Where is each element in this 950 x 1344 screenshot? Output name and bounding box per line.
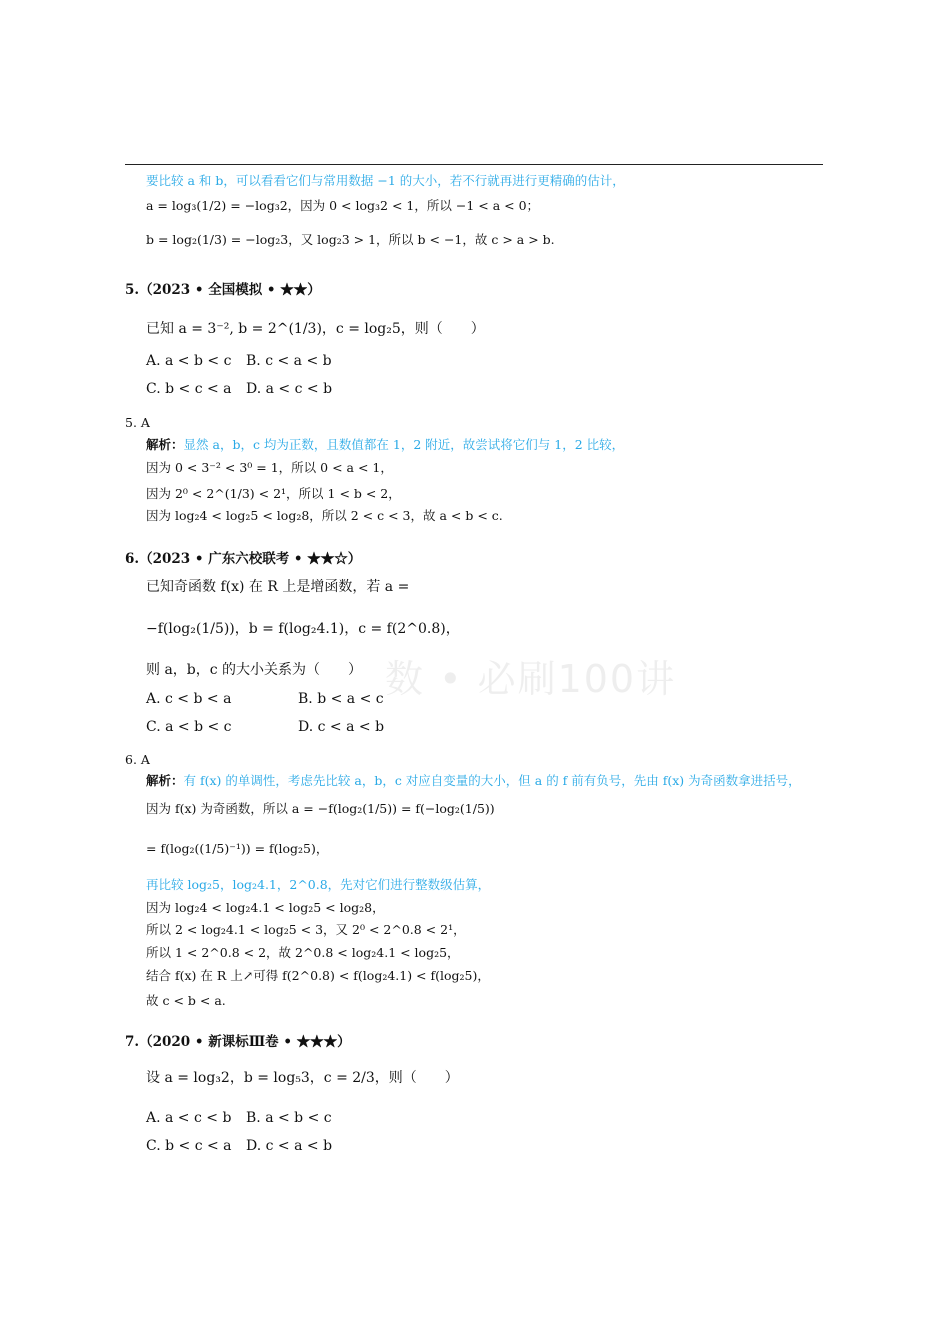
q6-step-3: 因为 log₂4 < log₂4.1 < log₂5 < log₂8， <box>146 900 385 915</box>
prev-solution-line-b: b = log₂(1/3) = −log₂3，又 log₂3 > 1，所以 b < −1，故 c > a > b. <box>146 232 555 247</box>
q7-option-c: C. b < c < a <box>146 1138 232 1154</box>
q6-step-1: 因为 f(x) 为奇函数，所以 a = −f(log₂(1/5)) = f(−log₂(1/5)) <box>146 801 495 816</box>
q6-stem-3: 则 a，b，c 的大小关系为（ ） <box>146 662 363 678</box>
q6-hint-2: 再比较 log₂5，log₂4.1，2^0.8，先对它们进行整数级估算， <box>146 877 491 892</box>
q5-step-1: 因为 0 < 3⁻² < 3⁰ = 1，所以 0 < a < 1， <box>146 460 393 475</box>
q6-stem-1: 已知奇函数 f(x) 在 R 上是增函数，若 a = <box>146 579 410 595</box>
q6-answer: 6. A <box>125 752 150 767</box>
q5-option-a: A. a < b < c <box>146 353 232 369</box>
q6-step-2: = f(log₂((1/5)⁻¹)) = f(log₂5)， <box>146 841 329 856</box>
q6-step-6: 结合 f(x) 在 R 上↗可得 f(2^0.8) < f(log₂4.1) < f(log₂5)， <box>146 968 490 983</box>
q6-header: 6.（2023 • 广东六校联考 • ★★☆） <box>125 551 362 567</box>
q7-header: 7.（2020 • 新课标Ⅲ卷 • ★★★） <box>125 1034 351 1050</box>
q6-analysis <box>146 772 801 790</box>
q5-option-c: C. b < c < a <box>146 381 232 397</box>
q5-step-3: 因为 log₂4 < log₂5 < log₂8，所以 2 < c < 3，故 a < b < c. <box>146 508 503 523</box>
q7-option-a: A. a < c < b <box>146 1110 232 1126</box>
header-rule <box>125 164 823 165</box>
q7-stem: 设 a = log₃2，b = log₅3，c = 2/3，则（ ） <box>146 1070 459 1086</box>
watermark-text: 数 • 必刷100讲 <box>385 657 677 701</box>
q5-header: 5.（2023 • 全国模拟 • ★★） <box>125 282 321 298</box>
q6-analysis-label: 解析： <box>146 773 184 788</box>
q5-analysis-label: 解析： <box>146 437 184 452</box>
q6-stem-2: −f(log₂(1/5))，b = f(log₂4.1)，c = f(2^0.8)， <box>146 621 460 637</box>
q6-analysis-hint: 有 f(x) 的单调性，考虑先比较 a，b，c 对应自变量的大小，但 a 的 f 前有负号，先由 f(x) 为奇函数拿进括号， <box>183 773 801 788</box>
q6-step-5: 所以 1 < 2^0.8 < 2，故 2^0.8 < log₂4.1 < log₂5， <box>146 945 460 960</box>
q5-analysis-hint: 显然 a，b，c 均为正数，且数值都在 1，2 附近，故尝试将它们与 1，2 比较， <box>183 437 625 452</box>
q6-option-c: C. a < b < c <box>146 719 232 735</box>
q5-step-2: 因为 2⁰ < 2^(1/3) < 2¹，所以 1 < b < 2， <box>146 486 401 501</box>
q5-option-d: D. a < c < b <box>246 381 333 397</box>
prev-solution-line-a: a = log₃(1/2) = −log₃2，因为 0 < log₃2 < 1，所以 −1 < a < 0； <box>146 198 540 213</box>
q6-step-4: 所以 2 < log₂4.1 < log₂5 < 3，又 2⁰ < 2^0.8 < 2¹， <box>146 922 466 937</box>
q7-option-d: D. c < a < b <box>246 1138 333 1154</box>
prev-solution-hint: 要比较 a 和 b，可以看看它们与常用数据 −1 的大小，若不行就再进行更精确的估计， <box>146 173 625 188</box>
q5-answer: 5. A <box>125 415 150 430</box>
q6-option-a: A. c < b < a <box>146 691 232 707</box>
q7-option-b: B. a < b < c <box>246 1110 332 1126</box>
q6-step-7: 故 c < b < a. <box>146 993 226 1008</box>
q5-stem: 已知 a = 3⁻², b = 2^(1/3)，c = log₂5，则（ ） <box>146 321 485 337</box>
q6-option-b: B. b < a < c <box>298 691 384 707</box>
q6-option-d: D. c < a < b <box>298 719 385 735</box>
q5-option-b: B. c < a < b <box>246 353 332 369</box>
q5-analysis <box>146 436 624 454</box>
